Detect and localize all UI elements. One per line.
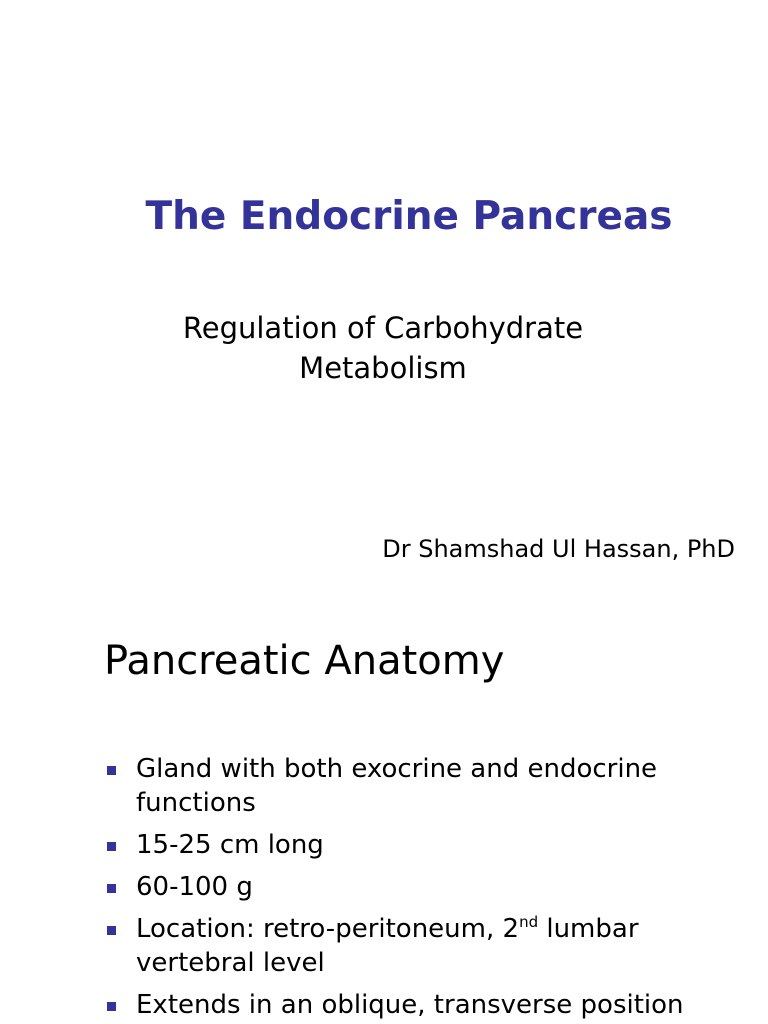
list-item	[104, 870, 704, 904]
subtitle-line-2: Metabolism	[299, 351, 467, 385]
list-item	[104, 912, 704, 980]
bullet-text-part: lumbar vertebral level	[136, 914, 639, 978]
slide-title: The Endocrine Pancreas	[145, 194, 673, 239]
author-name: Dr Shamshad Ul Hassan, PhD	[382, 535, 735, 563]
bullet-text: Extends in an oblique, transverse position	[136, 990, 684, 1020]
square-bullet-icon	[107, 884, 116, 893]
slide-subtitle	[143, 308, 623, 388]
bullet-list	[104, 752, 704, 1024]
bullet-text-part: Location: retro-peritoneum, 2	[136, 914, 520, 944]
square-bullet-icon	[107, 842, 116, 851]
list-item	[104, 752, 704, 820]
subtitle-line-1: Regulation of Carbohydrate	[182, 311, 584, 345]
square-bullet-icon	[107, 926, 116, 935]
bullet-text	[136, 914, 639, 978]
square-bullet-icon	[107, 1002, 116, 1011]
list-item	[104, 828, 704, 862]
bullet-text: 15-25 cm long	[136, 830, 324, 860]
ordinal-suffix: nd	[519, 913, 539, 931]
bullet-text: 60-100 g	[136, 872, 253, 902]
list-item	[104, 988, 704, 1022]
bullet-text: Gland with both exocrine and endocrine functions	[136, 754, 658, 818]
square-bullet-icon	[107, 766, 116, 775]
section-title: Pancreatic Anatomy	[104, 638, 505, 684]
